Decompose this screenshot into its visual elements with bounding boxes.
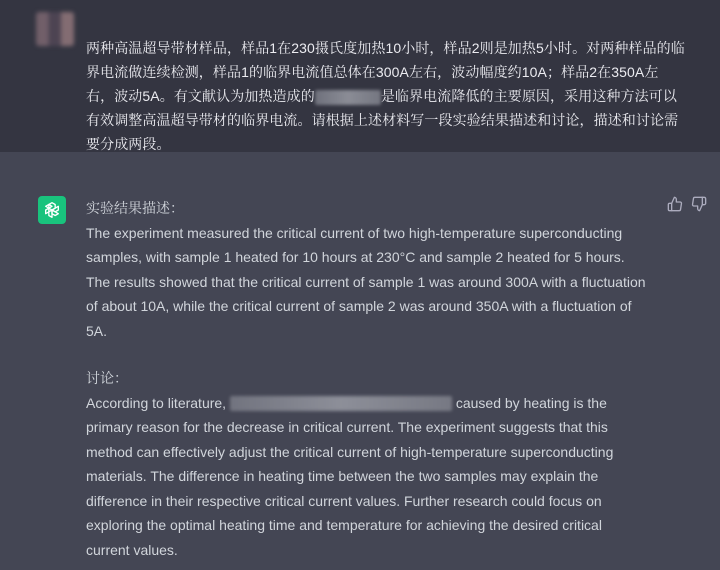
- section1-heading: 实验结果描述：: [86, 200, 184, 216]
- user-text-part-1: 两种高温超导带材样品，样品1在230摄氏度加热10小时，样品2则是加热5小时。对两种样品的临界电流做连续检测，样品1的临界电流值总体在300A左右，波动幅度约10A；样品2在350A左右，波动5A。有文献认为加热造成的: [86, 40, 685, 104]
- assistant-message-text: [86, 196, 646, 562]
- openai-logo-icon: [38, 196, 66, 224]
- section1-body: The experiment measured the critical current of two high-temperature superconducting samples, with sample 1 heated for 10 hours at 230°C and sample 2 heated for 5 hours. The results showed that the critical current of sample 1 was around 300A with a fluctuation of about 10A, while the critical current of sample 2 was around 350A with a fluctuation of 5A.: [86, 224, 646, 339]
- user-text-part-2: 是临界电流降低的主要原因，采用这种方法可以有效调整高温超导带材的临界电流。请根据上述材料写一段实验结果描述和讨论，描述和讨论需要分成两段。: [86, 88, 679, 152]
- section2-body: [86, 391, 646, 563]
- user-avatar: [36, 12, 74, 46]
- user-message-text: [86, 36, 686, 156]
- section2-text-part-1: According to literature,: [86, 394, 227, 411]
- redacted-region-2: [230, 396, 452, 411]
- redacted-region: [315, 90, 381, 105]
- feedback-actions: [667, 196, 707, 212]
- section2-text-part-2: caused by heating is the primary reason for the decrease in critical current. The experiment suggests that this method can effectively adjust the critical current of high-temperature superconducting materials. The difference in heating time between the two samples may explain the difference in their respective critical current values. Further research could focus on exploring the optimal heating time and temperature for achieving the desired critical current values.: [86, 394, 614, 558]
- section2-heading: 讨论：: [86, 370, 128, 386]
- thumbs-down-icon[interactable]: [691, 196, 707, 212]
- thumbs-up-icon[interactable]: [667, 196, 683, 212]
